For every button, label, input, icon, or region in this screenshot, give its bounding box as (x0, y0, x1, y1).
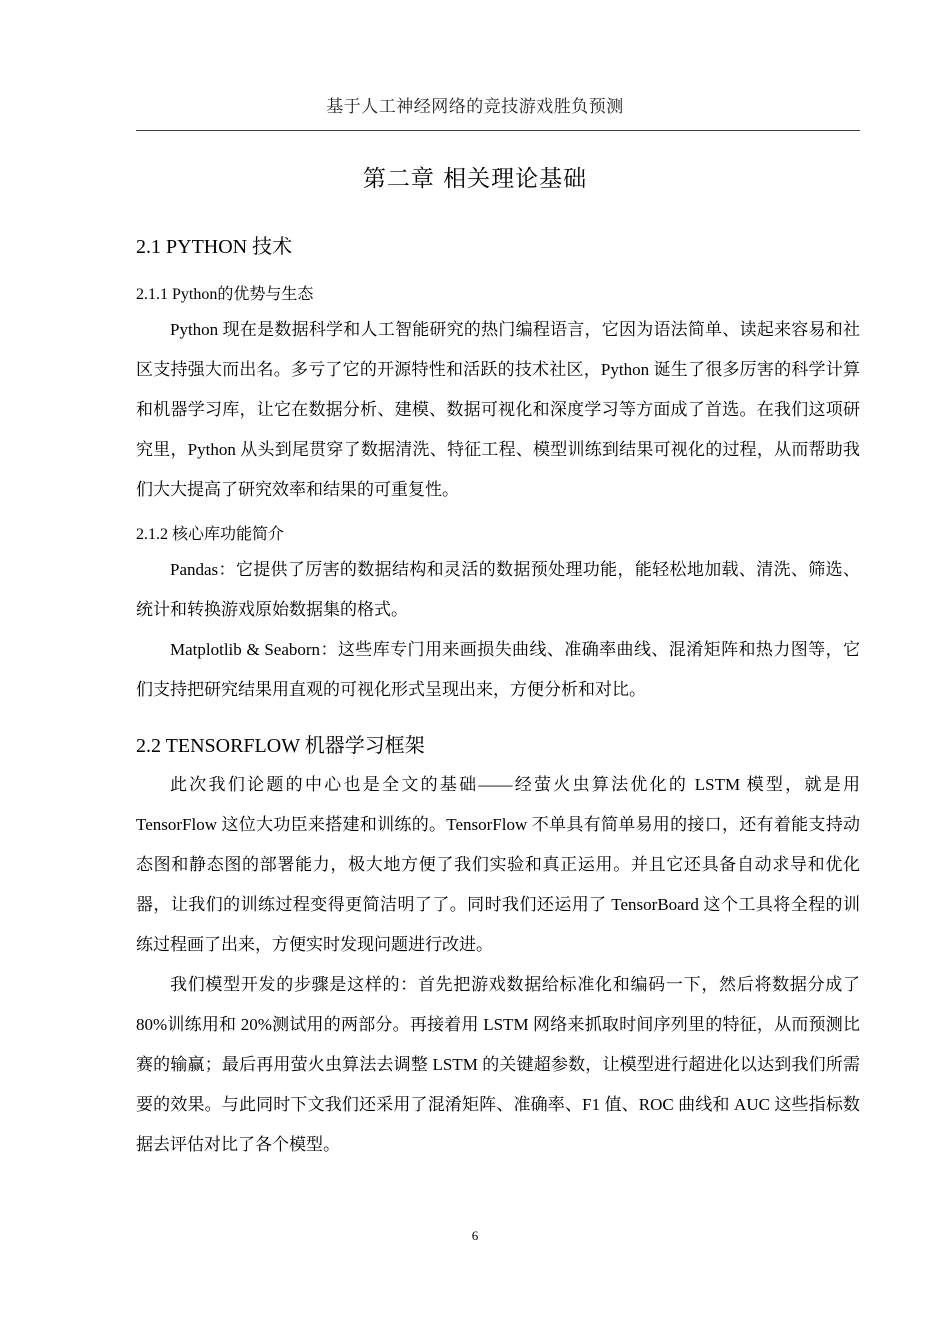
running-header: 基于人工神经网络的竞技游戏胜负预测 (326, 97, 624, 116)
subsection-title-latin: Python (172, 286, 218, 303)
paragraph-python-advantages: Python 现在是数据科学和人工智能研究的热门编程语言，它因为语法简单、读起来容易和社区支持强大而出名。多亏了它的开源特性和活跃的技术社区，Python 诞生了很多厉害的科学计算和机器学习库，让它在数据分析、建模、数据可视化和深度学习等方面成了首选。在我们这项研究里，Python 从头到尾贯穿了数据清洗、特征工程、模型训练到结果可视化的过程，从而帮助我们大大提高了研究效率和结果的可重复性。 (136, 320, 860, 499)
page-number: 6 (471, 1228, 479, 1243)
section-title-latin: TENSORFLOW (165, 735, 300, 757)
paragraph-model-pipeline: 我们模型开发的步骤是这样的：首先把游戏数据给标准化和编码一下，然后将数据分成了 80%训练用和 20%测试用的两部分。再接着用 LSTM 网络来抓取时间序列里的特征，从而预测比赛的输赢；最后再用萤火虫算法去调整 LSTM 的关键超参数，让模型进行超进化以达到我们所需要的效果。与此同时下文我们还采用了混淆矩阵、准确率、F1 值、ROC 曲线和 AUC 这些指标数据去评估对比了各个模型。 (136, 975, 860, 1154)
subsection-title-cjk: 的优势与生态 (217, 284, 314, 303)
section-heading-2-2 (136, 729, 425, 758)
paragraph-matplotlib-seaborn: Matplotlib & Seaborn：这些库专门用来画损失曲线、准确率曲线、混淆矩阵和热力图等，它们支持把研究结果用直观的可视化形式呈现出来，方便分析和对比。 (136, 640, 860, 699)
section-title-cjk: 技术 (252, 234, 293, 258)
chapter-title: 第二章 相关理论基础 (362, 166, 588, 192)
section-heading-2-1 (136, 230, 292, 259)
subsection-number: 2.1.1 (136, 286, 168, 303)
subsection-title-cjk: 核心库功能简介 (172, 524, 285, 543)
section-number: 2.2 (136, 735, 161, 757)
subsection-heading-2-1-2 (136, 521, 284, 544)
header-rule (136, 130, 860, 131)
section-title-latin: PYTHON (166, 236, 248, 258)
paragraph-tensorflow: 此次我们论题的中心也是全文的基础——经萤火虫算法优化的 LSTM 模型，就是用 TensorFlow 这位大功臣来搭建和训练的。TensorFlow 不单具有简单易用的接口，还有着能支持动态图和静态图的部署能力，极大地方便了我们实验和真正运用。并且它还具备自动求导和优化器，让我们的训练过程变得更简洁明了了。同时我们还运用了 TensorBoard 这个工具将全程的训练过程画了出来，方便实时发现问题进行改进。 (136, 775, 860, 954)
subsection-heading-2-1-1 (136, 281, 313, 304)
section-number: 2.1 (136, 236, 161, 258)
section-title-cjk: 机器学习框架 (304, 733, 425, 757)
subsection-number: 2.1.2 (136, 526, 168, 543)
paragraph-pandas: Pandas：它提供了厉害的数据结构和灵活的数据预处理功能，能轻松地加载、清洗、筛选、统计和转换游戏原始数据集的格式。 (136, 560, 860, 619)
